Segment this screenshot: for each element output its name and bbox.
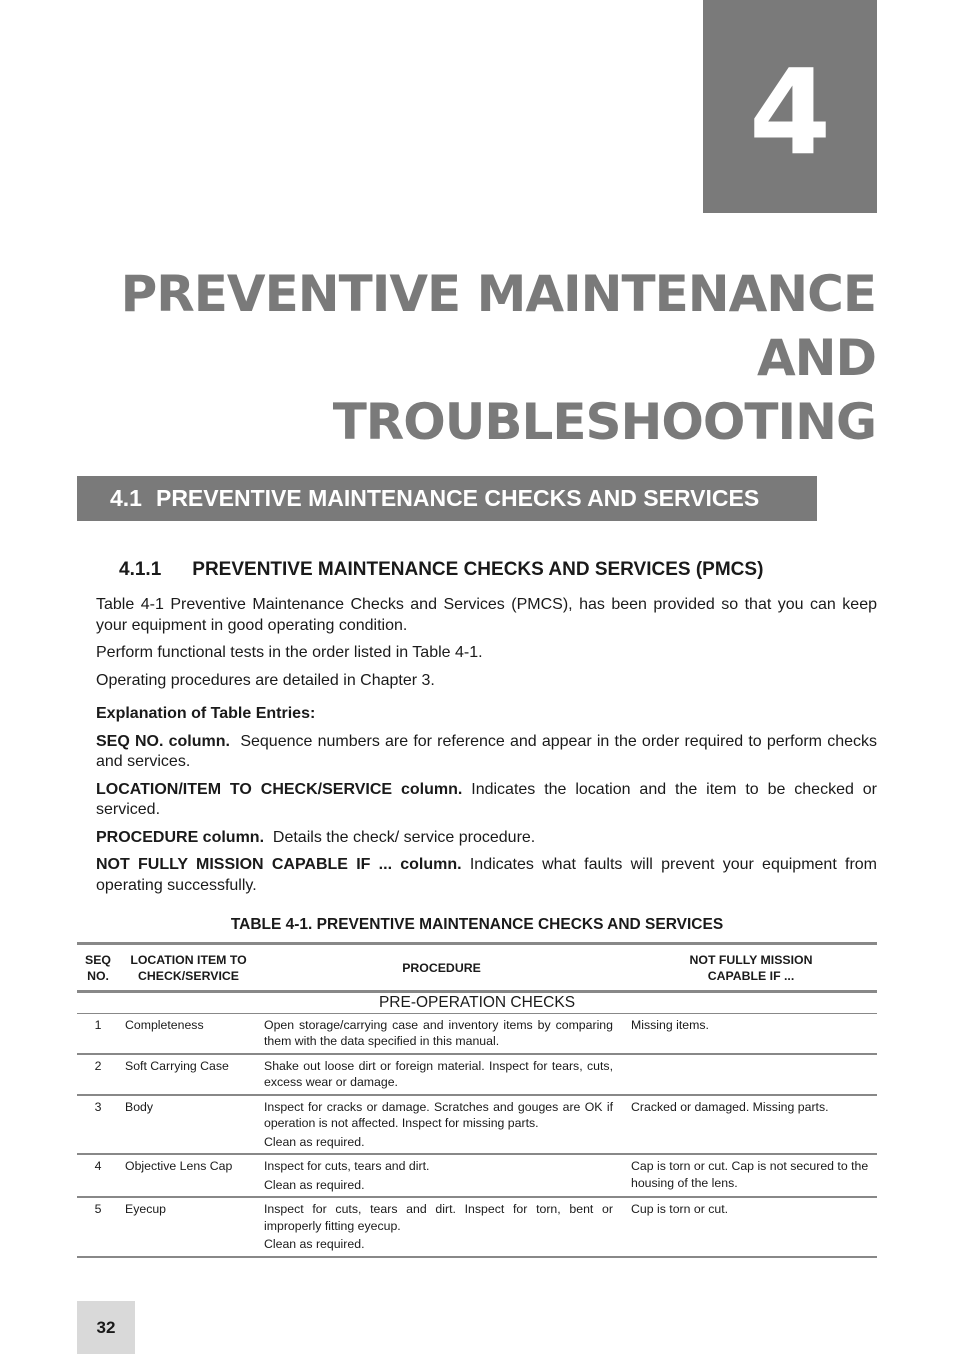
- entry-term: LOCATION/ITEM TO CHECK/SERVICE column.: [96, 780, 463, 798]
- entry-text: Details the check/ service procedure.: [272, 828, 536, 846]
- cell-procedure: Inspect for cracks or damage. Scratches and gouges are OK if operation is not affected. Inspect for missing parts. Clean as required.: [258, 1095, 625, 1155]
- chapter-title: [56, 262, 876, 454]
- cell-seq: 2: [77, 1054, 119, 1095]
- section-heading: [77, 476, 817, 521]
- group-label: PRE-OPERATION CHECKS: [77, 992, 877, 1014]
- cell-nfmc: [625, 1054, 877, 1095]
- entry-procedure: [96, 828, 877, 849]
- paragraph-intro: Table 4-1 Preventive Maintenance Checks and Services (PMCS), has been provided so that you can keep your equipment in good operating condition.: [96, 596, 877, 634]
- paragraph-functional-tests: Perform functional tests in the order listed in Table 4-1.: [96, 644, 483, 661]
- entry-text: Indicates what faults will prevent your equipment from operating successfully.: [96, 856, 878, 894]
- cell-seq: 3: [77, 1095, 119, 1155]
- header-not-fully-mission-capable: NOT FULLY MISSION CAPABLE IF ...: [625, 944, 877, 992]
- entry-term: SEQ NO. column.: [96, 732, 230, 750]
- entry-text: Indicates the location and the item to be checked or serviced.: [96, 780, 878, 818]
- entry-term: PROCEDURE column.: [96, 828, 265, 846]
- page-number-box: [77, 1301, 135, 1354]
- section-number: 4.1: [110, 485, 142, 511]
- table-row: [77, 1197, 877, 1257]
- cell-nfmc: Cap is torn or cut. Cap is not secured to the housing of the lens.: [625, 1154, 877, 1197]
- cell-procedure: Inspect for cuts, tears and dirt. Inspect for torn, bent or improperly fitting eyecup. Clean as required.: [258, 1197, 625, 1257]
- explanation-heading: Explanation of Table Entries:: [96, 705, 316, 722]
- table-header-row: [77, 944, 877, 992]
- subsection-number: 4.1.1: [119, 559, 162, 580]
- section-title: PREVENTIVE MAINTENANCE CHECKS AND SERVICES: [155, 485, 760, 511]
- header-procedure: PROCEDURE: [258, 944, 625, 992]
- cell-nfmc: Cup is torn or cut.: [625, 1197, 877, 1257]
- cell-location: Eyecup: [119, 1197, 258, 1257]
- cell-procedure: Inspect for cuts, tears and dirt. Clean as required.: [258, 1154, 625, 1197]
- cell-seq: 5: [77, 1197, 119, 1257]
- cell-location: Body: [119, 1095, 258, 1155]
- subsection-title: PREVENTIVE MAINTENANCE CHECKS AND SERVICES (PMCS): [192, 559, 764, 580]
- cell-location: Completeness: [119, 1013, 258, 1054]
- table-row: [77, 1154, 877, 1197]
- table-caption: TABLE 4-1. PREVENTIVE MAINTENANCE CHECKS AND SERVICES: [230, 916, 724, 933]
- page-number: 32: [96, 1317, 116, 1337]
- header-location-item: LOCATION ITEM TO CHECK/SERVICE: [119, 944, 258, 992]
- table-row: [77, 1013, 877, 1054]
- table-row: [77, 1095, 877, 1155]
- cell-nfmc: Cracked or damaged. Missing parts.: [625, 1095, 877, 1155]
- entry-nfmc: [96, 855, 877, 896]
- body-text: [96, 595, 877, 903]
- chapter-number: 4: [748, 42, 832, 181]
- cell-seq: 1: [77, 1013, 119, 1054]
- chapter-title-line-2: TROUBLESHOOTING: [332, 393, 876, 451]
- cell-location: Soft Carrying Case: [119, 1054, 258, 1095]
- entry-text: Sequence numbers are for reference and appear in the order required to perform checks and services.: [96, 732, 877, 770]
- paragraph-operating-procedures: Operating procedures are detailed in Chapter 3.: [96, 671, 435, 689]
- cell-nfmc: Missing items.: [625, 1013, 877, 1054]
- pmcs-table: [77, 942, 877, 1258]
- header-seq-no: SEQ NO.: [77, 944, 119, 992]
- entry-seq-no: [96, 732, 877, 773]
- cell-seq: 4: [77, 1154, 119, 1197]
- table-row: [77, 1054, 877, 1095]
- entry-term: NOT FULLY MISSION CAPABLE IF ... column.: [96, 856, 462, 873]
- subsection-heading: [119, 559, 763, 581]
- cell-procedure: Open storage/carrying case and inventory items by comparing them with the data specified in this manual.: [258, 1013, 625, 1054]
- cell-procedure: Shake out loose dirt or foreign material. Inspect for tears, cuts, excess wear or damage.: [258, 1054, 625, 1095]
- chapter-title-line-1: PREVENTIVE MAINTENANCE AND: [120, 265, 876, 387]
- table-group-row: [77, 992, 877, 1014]
- entry-location-item: [96, 780, 877, 821]
- cell-location: Objective Lens Cap: [119, 1154, 258, 1197]
- chapter-number-box: [703, 0, 877, 213]
